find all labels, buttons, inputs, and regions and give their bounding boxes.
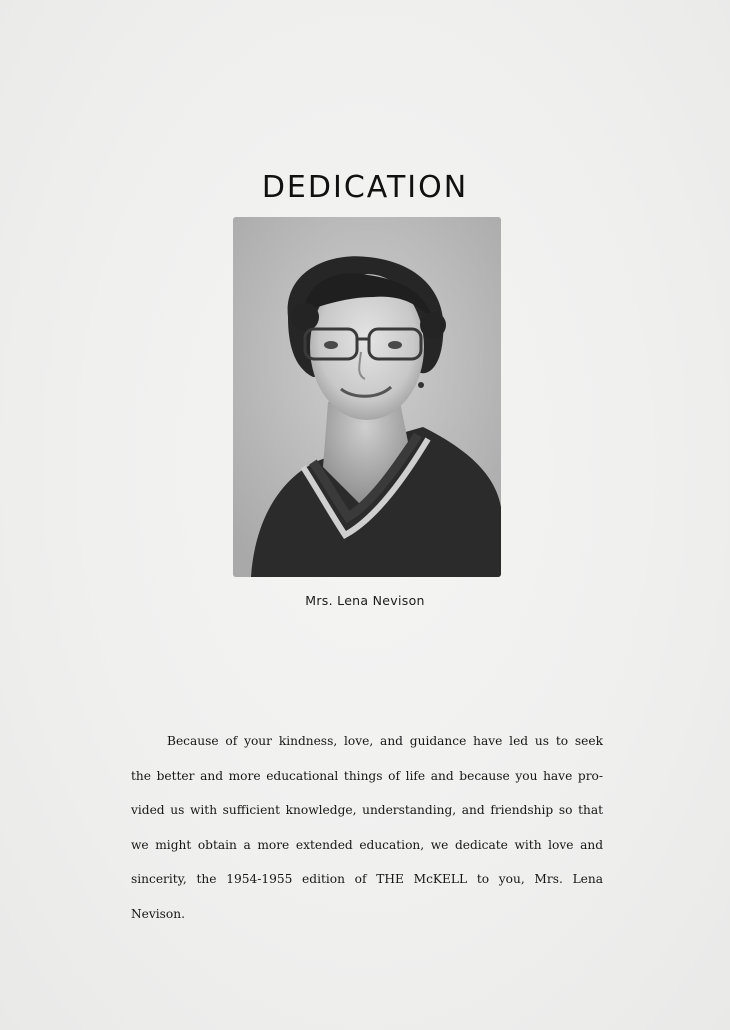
- dedication-paragraph: [131, 724, 603, 932]
- dedication-line: we might obtain a more extended education, we dedicate with love and: [131, 837, 603, 852]
- photo-caption: Mrs. Lena Nevison: [305, 593, 425, 608]
- dedication-line: Because of your kindness, love, and guidance have led us to seek: [167, 734, 603, 748]
- portrait-photo: [233, 217, 501, 577]
- page-title: DEDICATION: [261, 170, 469, 206]
- dedication-line: sincerity, the 1954-1955 edition of THE McKELL to you, Mrs. Lena: [131, 872, 603, 887]
- dedication-line: vided us with sufficient knowledge, understanding, and friendship so that: [131, 803, 603, 818]
- dedication-line: Nevison.: [131, 906, 185, 921]
- dedication-line: the better and more educational things of life and because you have pro-: [131, 768, 603, 783]
- portrait-photo-icon: [233, 217, 501, 577]
